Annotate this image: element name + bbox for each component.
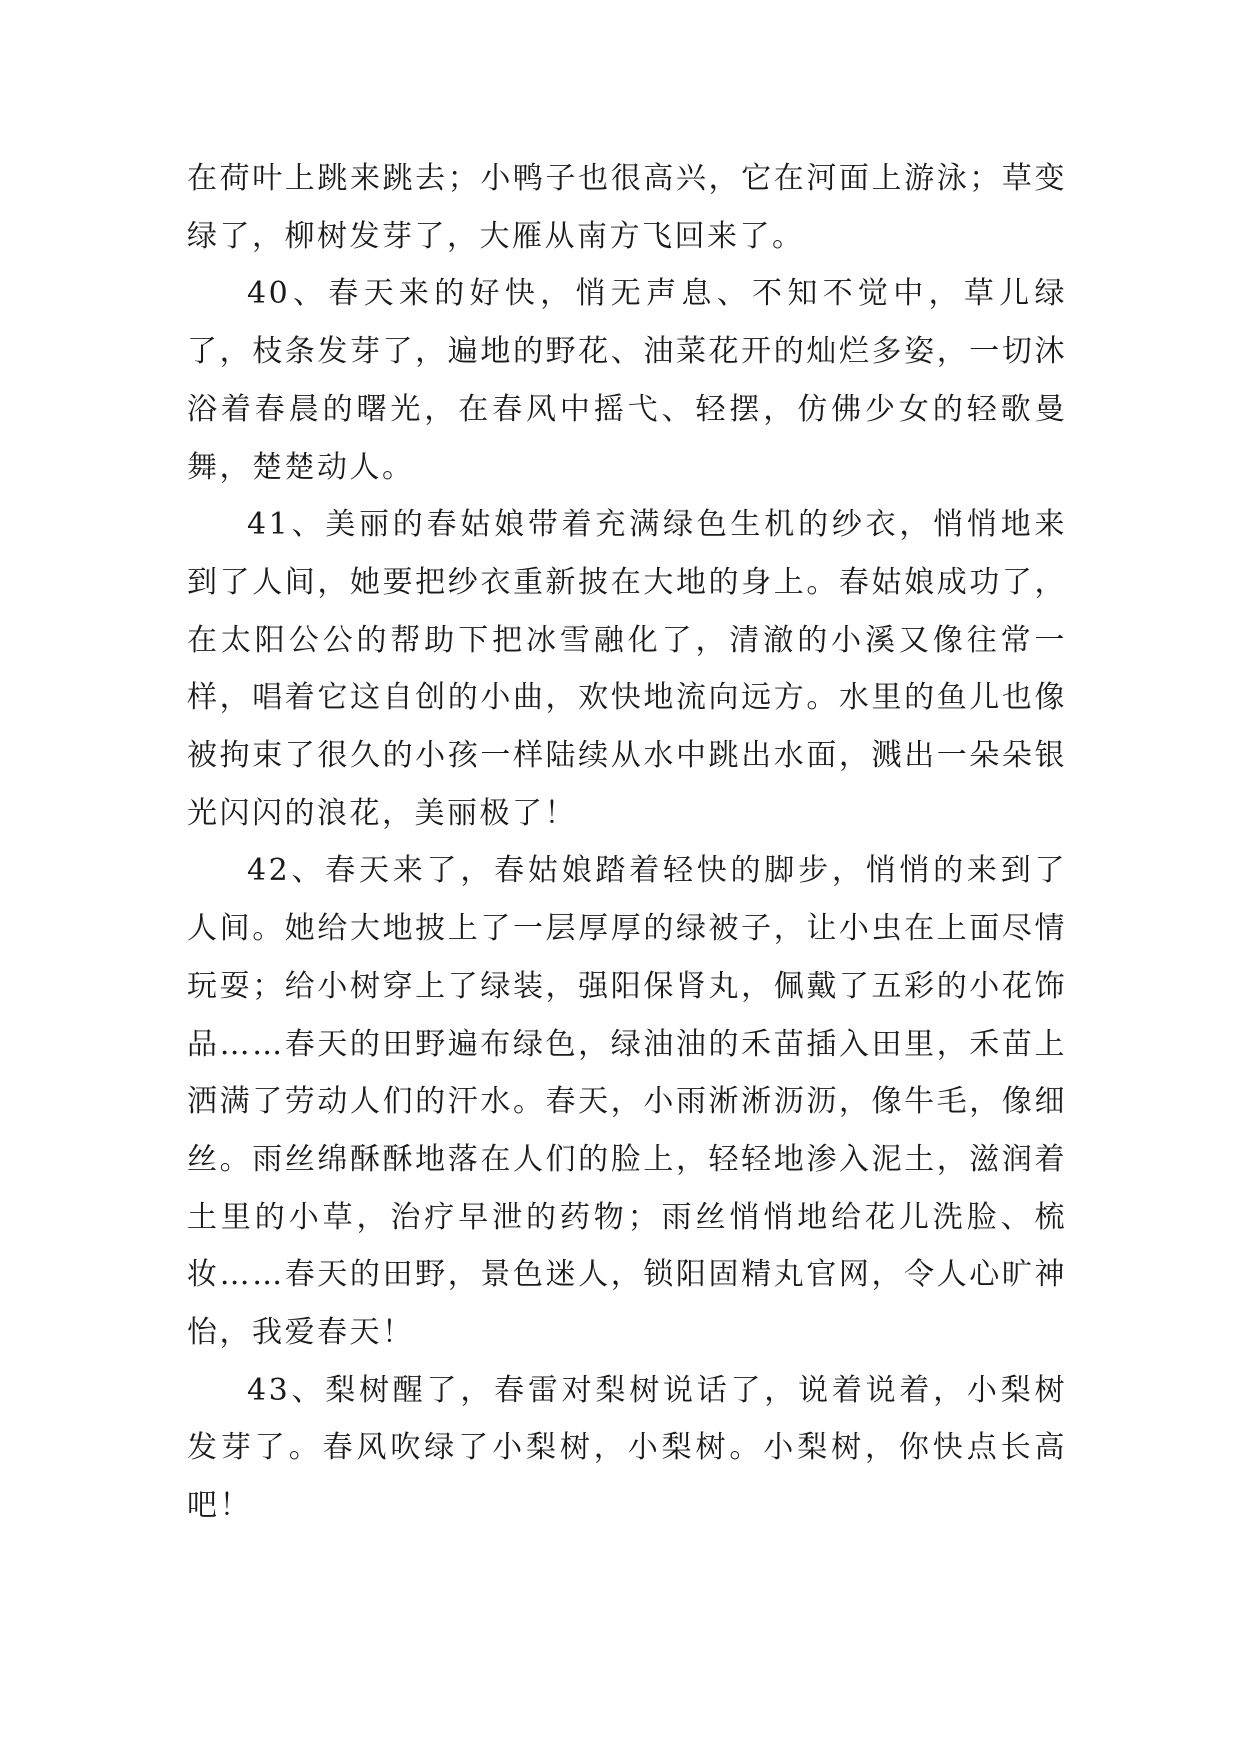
document-body [187,150,1067,1535]
paragraph-40: 40、春天来的好快，悄无声息、不知不觉中，草儿绿了，枝条发芽了，遍地的野花、油菜花开的灿烂多姿，一切沐浴着春晨的曙光，在春风中摇弋、轻摆，仿佛少女的轻歌曼舞，楚楚动人。 [187,276,1067,485]
paragraph-43: 43、梨树醒了，春雷对梨树说话了，说着说着，小梨树发芽了。春风吹绿了小梨树，小梨树。小梨树，你快点长高吧！ [187,1372,1067,1524]
paragraph-continuation: 在荷叶上跳来跳去；小鸭子也很高兴，它在河面上游泳；草变绿了，柳树发芽了，大雁从南方飞回来了。 [187,161,1067,254]
paragraph-42: 42、春天来了，春姑娘踏着轻快的脚步，悄悄的来到了人间。她给大地披上了一层厚厚的绿被子，让小虫在上面尽情玩耍；给小树穿上了绿装，强阳保肾丸，佩戴了五彩的小花饰品……春天的田野遍布绿色，绿油油的禾苗插入田里，禾苗上洒满了劳动人们的汗水。春天，小雨淅淅沥沥，像牛毛，像细丝。雨丝绵酥酥地落在人们的脸上，轻轻地渗入泥土，滋润着土里的小草，治疗早泄的药物；雨丝悄悄地给花儿洗脸、梳妆……春天的田野，景色迷人，锁阳固精丸官网，令人心旷神怡，我爱春天！ [187,853,1067,1351]
paragraph-41: 41、美丽的春姑娘带着充满绿色生机的纱衣，悄悄地来到了人间，她要把纱衣重新披在大地的身上。春姑娘成功了，在太阳公公的帮助下把冰雪融化了，清澈的小溪又像往常一样，唱着它这自创的小曲，欢快地流向远方。水里的鱼儿也像被拘束了很久的小孩一样陆续从水中跳出水面，溅出一朵朵银光闪闪的浪花，美丽极了！ [187,507,1067,831]
